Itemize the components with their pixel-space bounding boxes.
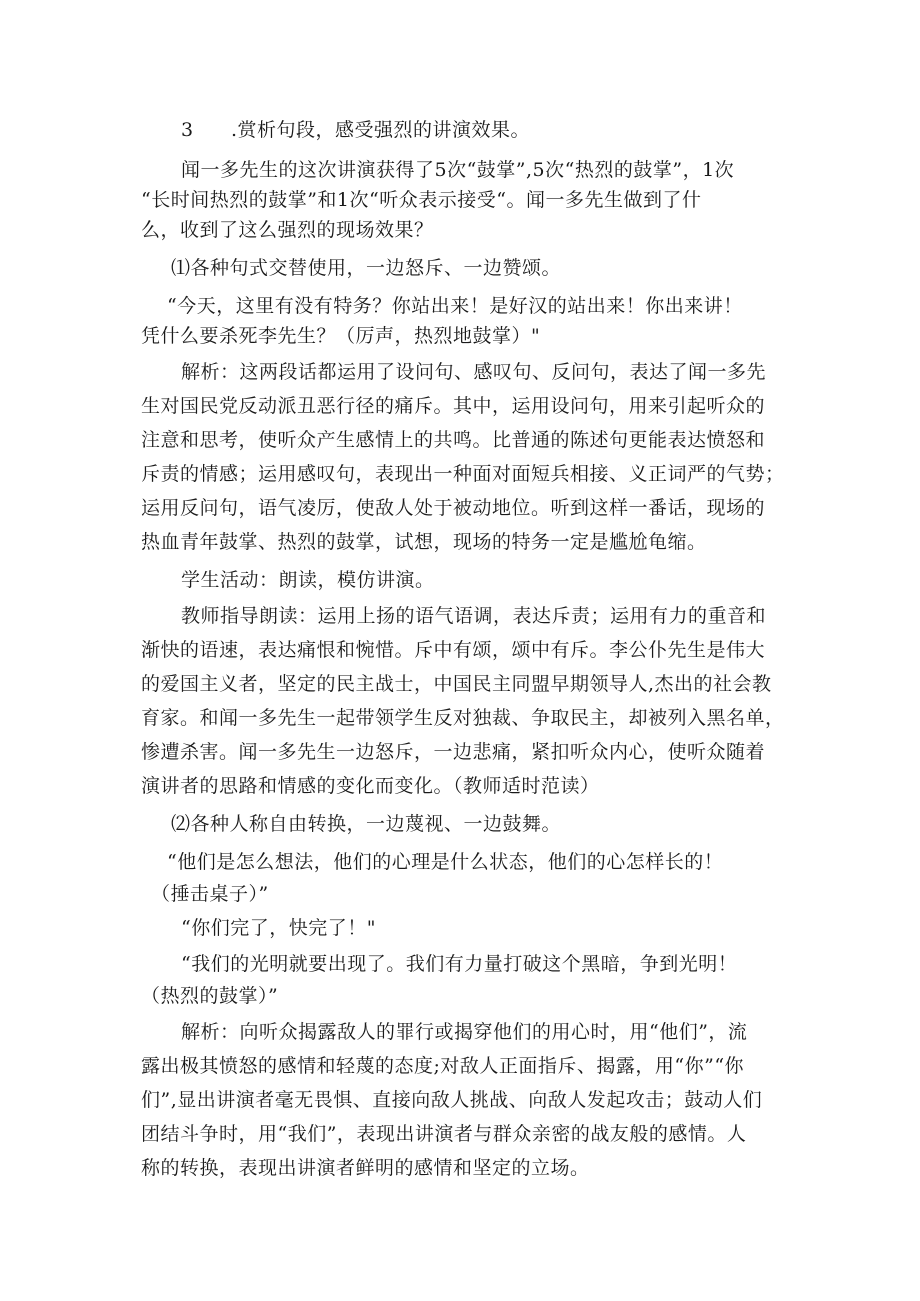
paragraph-line: 么，收到了这么强烈的现场效果？ (141, 219, 434, 241)
paragraph-line: ⑴各种句式交替使用，一边怒斥、一边赞颂。 (171, 257, 562, 279)
paragraph-line: ⑵各种人称自由转换，一边蔑视、一边鼓舞。 (171, 813, 562, 835)
paragraph-line: 惨遭杀害。闻一多先生一边怒斥，一边悲痛，紧扣听众内心，使听众随着 (141, 741, 766, 763)
paragraph-line: 学生活动：朗读，模仿讲演。 (181, 569, 435, 591)
paragraph-line: “长时间热烈的鼓掌”和1次“听众表示接受“。闻一多先生做到了什 (141, 189, 702, 211)
paragraph-line: 闻一多先生的这次讲演获得了5次“鼓掌”,5次“热烈的鼓掌”，1次 (181, 159, 735, 181)
quote-line: （热烈的鼓掌）” (141, 985, 279, 1007)
quote-line: “你们完了，快完了！" (181, 917, 376, 939)
paragraph-line: 教师指导朗读：运用上扬的语气语调，表达斥责；运用有力的重音和 (181, 605, 767, 627)
paragraph-line: 解析：这两段话都运用了设问句、感叹句、反问句，表达了闻一多先 (181, 361, 767, 383)
heading-text: .赏析句段，感受强烈的讲演效果。 (231, 119, 531, 141)
paragraph-line: 们”,显出讲演者毫无畏惧、直接向敌人挑战、向敌人发起攻击；鼓动人们 (141, 1089, 763, 1111)
paragraph-line: 育家。和闻一多先生一起带领学生反对独裁、争取民主，却被列入黑名单， (141, 707, 785, 729)
paragraph-line: 注意和思考，使听众产生感情上的共鸣。比普通的陈述句更能表达愤怒和 (141, 429, 766, 451)
quote-line: （捶击桌子）” (151, 883, 269, 905)
paragraph-line: 称的转换，表现出讲演者鲜明的感情和坚定的立场。 (141, 1157, 590, 1179)
paragraph-line: 生对国民党反动派丑恶行径的痛斥。其中，运用设问句，用来引起听众的 (141, 395, 766, 417)
paragraph-line: 露出极其愤怒的感情和轻蔑的态度;对敌人正面指斥、揭露，用“你”“你 (141, 1055, 745, 1077)
heading-number: 3 (181, 119, 194, 141)
paragraph-line: 演讲者的思路和情感的变化而变化。（教师适时范读） (141, 775, 600, 797)
paragraph-line: 渐快的语速，表达痛恨和惋惜。斥中有颂，颂中有斥。李公仆先生是伟大 (141, 639, 766, 661)
paragraph-line: 斥责的情感；运用感叹句，表现出一种面对面短兵相接、义正词严的气势； (141, 463, 785, 485)
paragraph-line: 团结斗争时，用“我们”，表现出讲演者与群众亲密的战友般的感情。人 (141, 1123, 747, 1145)
quote-line: 凭什么要杀死李先生？（厉声，热烈地鼓掌）" (141, 325, 541, 347)
section-heading (181, 116, 841, 144)
paragraph-line: 的爱国主义者，坚定的民主战士，中国民主同盟早期领导人,杰出的社会教 (141, 673, 772, 695)
paragraph-line: 解析：向听众揭露敌人的罪行或揭穿他们的用心时，用“他们”，流 (181, 1021, 748, 1043)
quote-line: “我们的光明就要出现了。我们有力量打破这个黑暗，争到光明！ (181, 953, 738, 975)
paragraph-line: 运用反问句，语气凌厉，使敌人处于被动地位。听到这样一番话，现场的 (141, 497, 766, 519)
quote-line: “今天，这里有没有特务？你站出来！是好汉的站出来！你出来讲！ (167, 295, 743, 317)
quote-line: “他们是怎么想法，他们的心理是什么状态，他们的心怎样长的！ (167, 851, 724, 873)
paragraph-line: 热血青年鼓掌、热烈的鼓掌，试想，现场的特务一定是尴尬龟缩。 (141, 531, 707, 553)
